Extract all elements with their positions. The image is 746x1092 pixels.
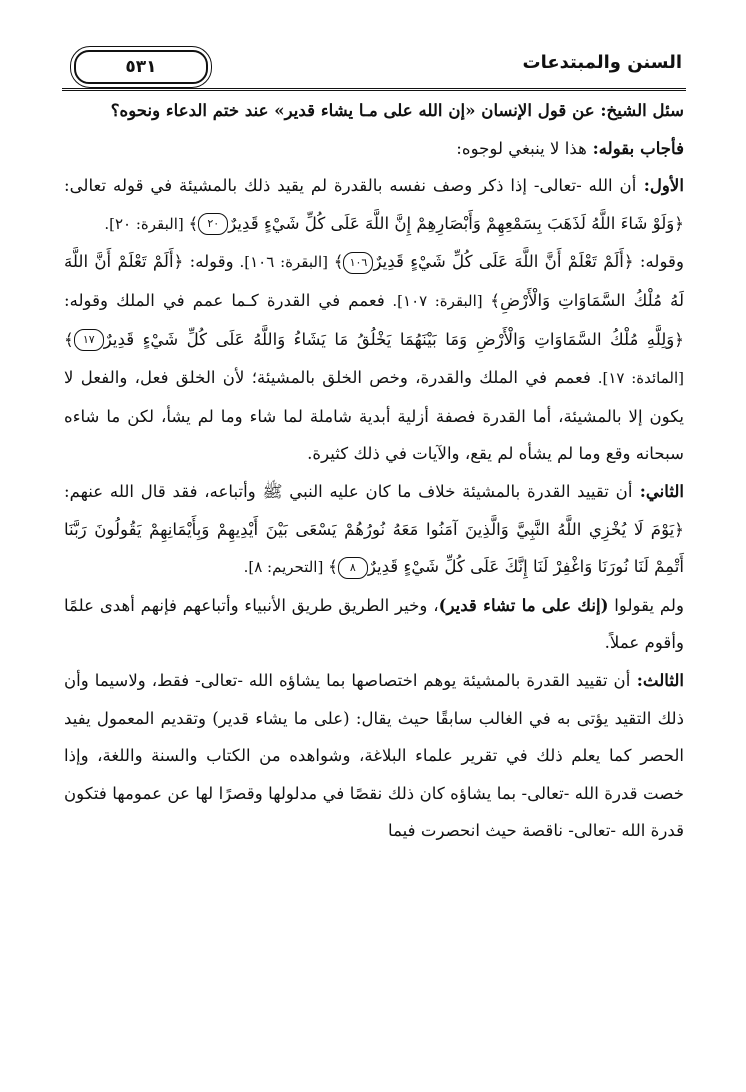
- quran-verse: ﴿وَلَوْ شَاءَ اللَّهُ لَذَهَبَ بِسَمْعِهِمْ وَأَبْصَارِهِمْ إِنَّ اللَّهَ عَلَى كُلِّ شَيْءٍ قَدِيرٌ: [228, 213, 684, 233]
- bold-text: الأول:: [636, 175, 685, 196]
- verse-reference: [البقرة: ١٠٧].: [384, 291, 491, 310]
- verse-reference: [البقرة: ١٠٦].: [233, 253, 334, 272]
- paragraph: [64, 130, 684, 168]
- text-run: ولم يقولوا: [608, 595, 684, 615]
- bold-text: سئل الشيخ: عن قول الإنسان «إن الله على مـا يشاء قدير» عند ختم الدعاء ونحوه؟: [110, 100, 684, 120]
- quran-verse: ﴿أَلَمْ تَعْلَمْ أَنَّ اللَّهَ لَهُ مُلْكُ السَّمَاوَاتِ وَالْأَرْضِ﴾: [64, 252, 684, 310]
- paragraph: [64, 587, 684, 662]
- paragraph: [64, 167, 684, 243]
- text-run: هذا لا ينبغي لوجوه:: [456, 138, 587, 158]
- quran-verse: ﴿وَلِلَّهِ مُلْكُ السَّمَاوَاتِ وَالْأَرْضِ وَمَا بَيْنَهُمَا يَخْلُقُ مَا يَشَاءُ وَاللَّهُ عَلَى كُلِّ شَيْءٍ قَدِيرٌ: [103, 329, 684, 349]
- quran-verse: ﴾: [328, 557, 338, 577]
- page-number-badge: ٥٣١: [74, 50, 208, 84]
- body-text: [64, 92, 684, 850]
- text-run: فعمم في القدرة كـما عمم في الملك وقوله:: [64, 290, 385, 310]
- page-header: [62, 44, 686, 91]
- text-run: ، وخير الطريق طريق الأنبياء وأتباعهم فإنهم أهدى علمًا وأقوم عملاً.: [64, 595, 684, 653]
- quran-verse: ﴿أَلَمْ تَعْلَمْ أَنَّ اللَّهَ عَلَى كُلِّ شَيْءٍ قَدِيرٌ: [373, 252, 634, 272]
- ayah-number-marker: ٨: [338, 557, 368, 579]
- paragraph: [64, 662, 684, 850]
- verse-reference: [البقرة: ٢٠].: [104, 214, 189, 233]
- quran-verse: ﴿يَوْمَ لَا يُخْزِي اللَّهُ النَّبِيَّ وَالَّذِينَ آمَنُوا مَعَهُ نُورُهُمْ يَسْعَى بَيْنَ أَيْدِيهِمْ وَبِأَيْمَانِهِمْ يَقُولُونَ رَبَّنَا أَتْمِمْ لَنَا نُورَنَا وَاغْفِرْ لَنَا إِنَّكَ عَلَى كُلِّ شَيْءٍ قَدِيرٌ: [64, 519, 684, 577]
- text-run: وقوله:: [633, 252, 684, 272]
- bold-text: (إنك على ما تشاء قدير): [438, 594, 609, 615]
- ayah-number-marker: ١٧: [74, 329, 104, 351]
- quran-verse: ﴾: [188, 213, 199, 233]
- verse-reference: [المائدة: ١٧].: [590, 369, 684, 388]
- paragraph: [64, 473, 684, 587]
- paragraph: [64, 92, 684, 130]
- quran-verse: ﴾: [64, 329, 74, 349]
- bold-text: الثاني:: [632, 480, 684, 501]
- text-run: أن الله -تعالى- إذا ذكر وصف نفسه بالقدرة لم يقيد ذلك بالمشيئة في قوله تعالى:: [64, 176, 637, 196]
- ayah-number-marker: ٢٠: [198, 213, 228, 235]
- text-run: أن تقييد القدرة بالمشيئة خلاف ما كان عليه النبي ﷺ وأتباعه، فقد قال الله عنهم:: [64, 481, 633, 501]
- ayah-number-marker: ١٠٦: [343, 252, 373, 274]
- text-run: وقوله:: [183, 252, 234, 272]
- running-title: السنن والمبتدعات: [522, 52, 682, 73]
- text-run: فعمم في الملك والقدرة، وخص الخلق بالمشيئة؛ لأن الخلق فعل، والفعل لا يكون إلا بالمشيئة، أما القدرة فصفة أزلية أبدية شاملة لما شاء وما لم يشأ، لكن ما شاءه سبحانه وقع وما لم يشأه لم يقع، والآيات في ذلك كثيرة.: [64, 368, 684, 464]
- bold-text: الثالث:: [630, 669, 685, 690]
- text-run: أن تقييد القدرة بالمشيئة يوهم اختصاصها بما يشاؤه الله -تعالى- فقط، ولاسيما وأن ذلك التقيد يؤتى به في الغالب سابقًا حيث يقال: (على ما يشاء قدير) وتقديم المعمول يفيد الحصر كما يعلم ذلك في تقرير علماء البلاغة، وشواهده من الكتاب والسنة واللغة، وإذا خصت قدرة الله -تعالى- بما يشاؤه كان ذلك نقصًا في مدلولها وقصرًا لها عن عمومها فتكون قدرة الله -تعالى- ناقصة حيث انحصرت فيما: [64, 670, 684, 841]
- paragraph: [64, 243, 684, 473]
- quran-verse: ﴾: [333, 252, 344, 272]
- bold-text: فأجاب بقوله:: [586, 137, 684, 158]
- verse-reference: [التحريم: ٨].: [243, 558, 329, 577]
